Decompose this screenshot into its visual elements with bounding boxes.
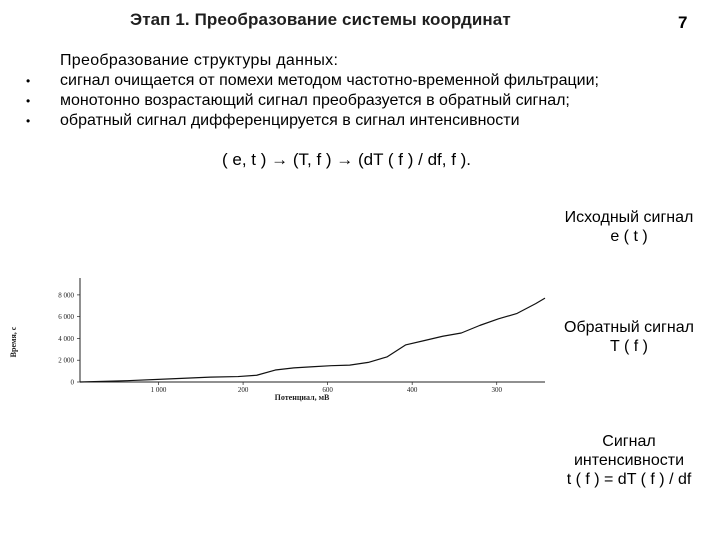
signal-chart [0,270,560,410]
page-number: 7 [678,13,688,32]
bullet-dot-icon: • [26,94,31,108]
inverse-signal-name: Обратный сигнал [564,319,694,336]
y-tick-label: 6 000 [58,313,74,322]
series-line [80,298,545,382]
x-tick-label: 200 [237,386,249,394]
y-tick-label: 4 000 [58,334,74,343]
y-axis-label: Время, с [9,326,18,358]
x-tick-label: 600 [322,386,333,394]
source-signal-name: Исходный сигнал [564,209,694,226]
x-tick-label: 400 [406,386,418,394]
source-signal-notation: e ( t ) [610,228,648,245]
bullet-dot-icon: • [26,114,31,128]
intensity-signal-name-2: интенсивности [573,452,685,469]
bullet-item [26,111,599,131]
bullet-dot-icon: • [26,74,31,88]
bullet-item [26,71,599,91]
bullet-text: сигнал очищается от помехи методом частотно-временной фильтрации; [60,72,599,89]
intensity-signal-formula: t ( f ) = dT ( f ) / df [566,471,692,488]
bullet-list [26,71,599,131]
slide-title: Этап 1. Преобразование системы координат [130,10,511,29]
inverse-signal-notation: T ( f ) [610,338,648,355]
x-tick-label: 1 000 [150,386,167,394]
chart-ticks [58,291,502,394]
bullet-item [26,91,599,111]
intro-heading: Преобразование структуры данных: [60,52,339,69]
chart-series [80,298,545,382]
x-axis-label: Потенциал, мВ [274,393,330,402]
y-tick-label: 2 000 [58,356,74,365]
y-tick-label: 0 [70,378,74,387]
inverse-signal-label [545,318,713,356]
source-signal-label [545,208,713,246]
bullet-text: обратный сигнал дифференцируется в сигнал интенсивности [60,112,520,129]
x-tick-label: 300 [491,386,502,394]
y-tick-label: 8 000 [58,291,74,300]
intensity-signal-label [545,432,713,489]
bullet-text: монотонно возрастающий сигнал преобразуется в обратный сигнал; [60,92,570,109]
intensity-signal-name: Сигнал [602,433,656,450]
transform-formula: ( e, t ) → (T, f ) → (dT ( f ) / df, f ). [222,150,472,169]
